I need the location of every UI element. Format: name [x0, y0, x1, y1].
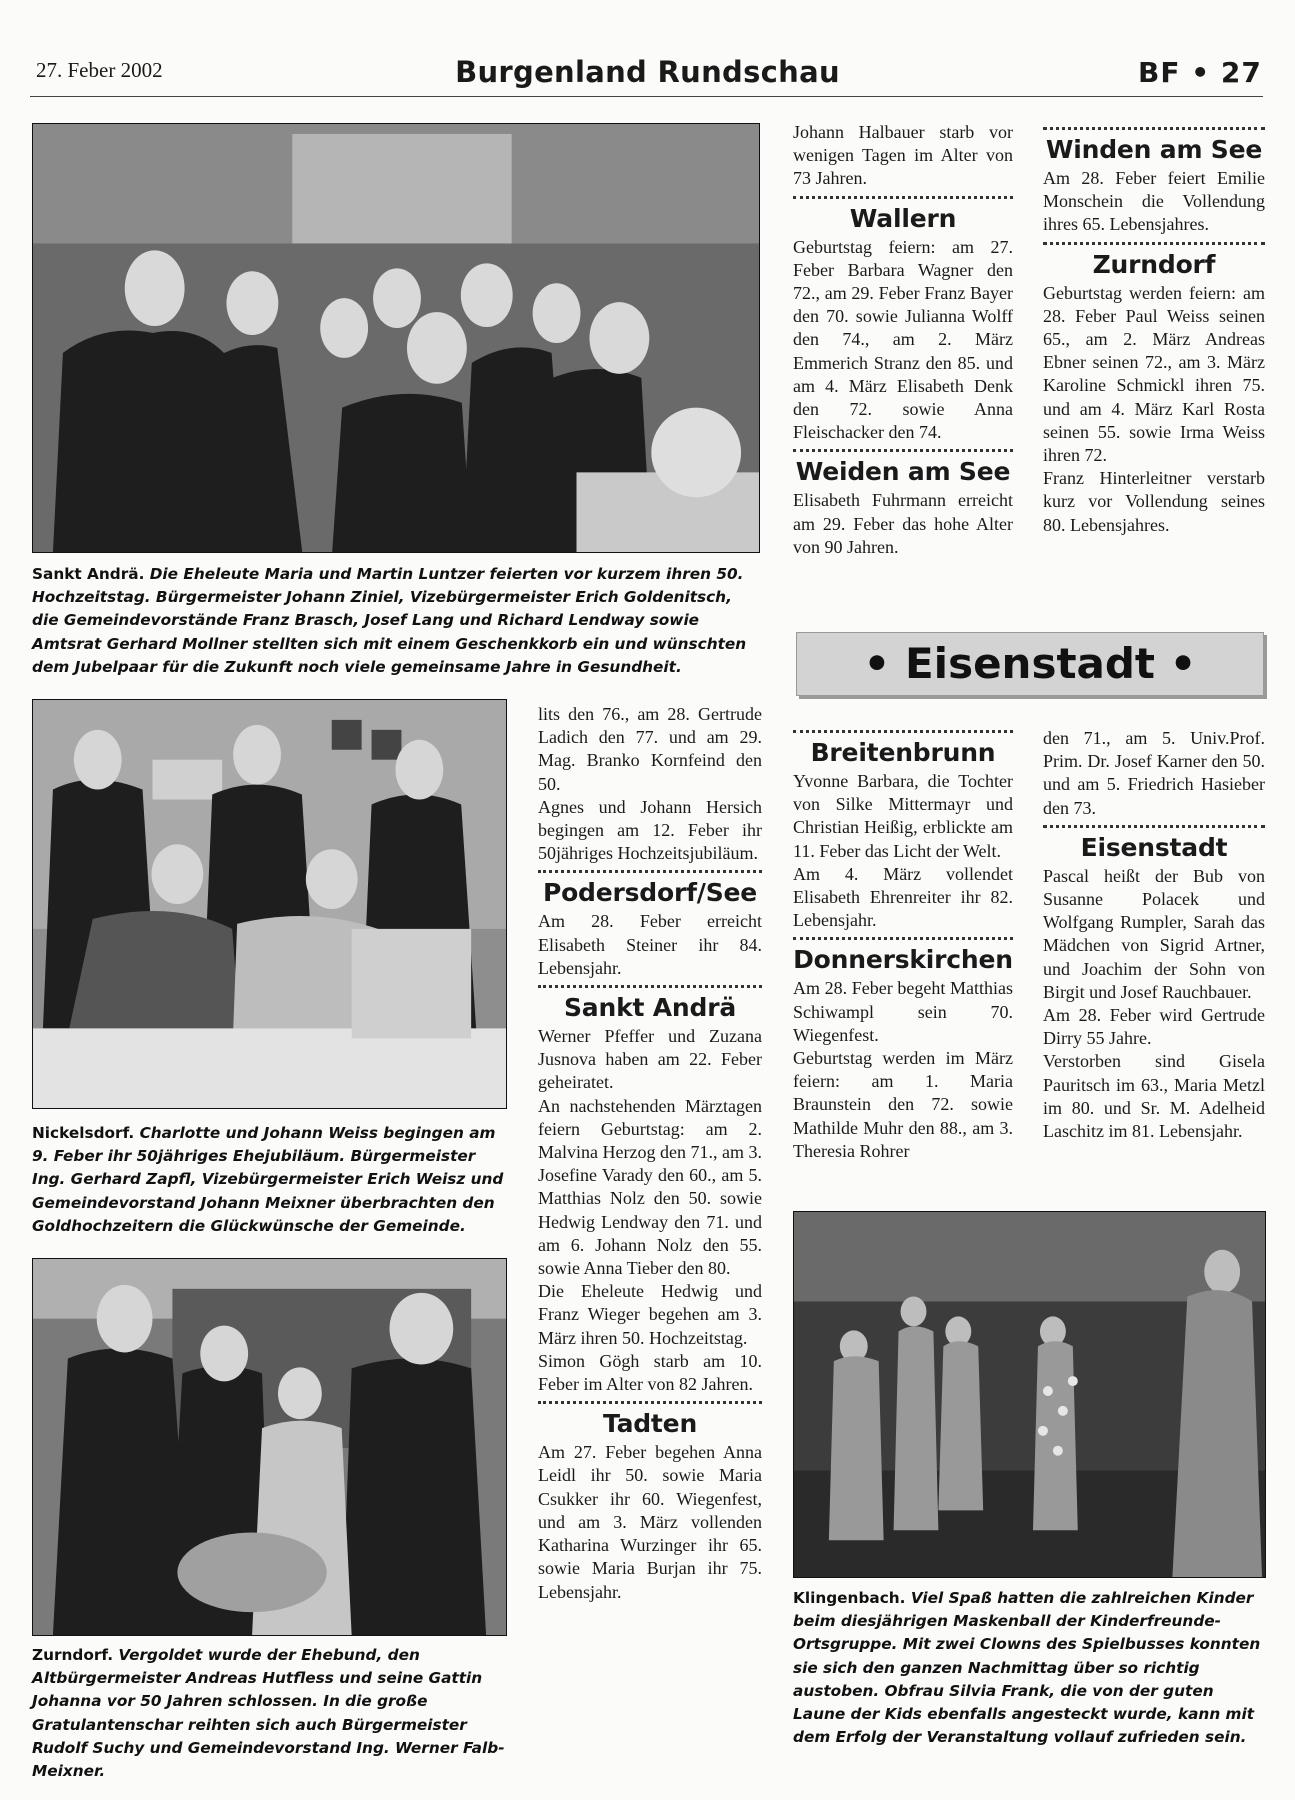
- article-text: Am 28. Feber begeht Matthias Schiwampl sein 70. Wiegenfest.: [793, 978, 1013, 1045]
- heading-tadten: Tadten: [602, 1409, 698, 1439]
- article-text: Geburtstag werden feiern: am 28. Feber Paul Weiss seinen 65., am 2. März Andreas Ebner seinen 72., am 3. März Karoline Schmickl ihren 75. und am 4. März Karl Rosta seinen 55. sowie Irma Weiss ihren 72.: [1043, 282, 1265, 466]
- column-middle: [538, 703, 762, 1604]
- article-text: Simon Gögh starb am 10. Feber im Alter von 82 Jahren.: [538, 1350, 762, 1395]
- header-rule: [30, 96, 1263, 97]
- article-text: Am 28. Feber feiert Emilie Monschein die Vollendung ihres 65. Lebensjahres.: [1043, 168, 1265, 235]
- article-text: den 71., am 5. Univ.Prof. Prim. Dr. Josef Karner den 50. und am 5. Friedrich Hasieber den 73.: [1043, 728, 1265, 818]
- section-banner-eisenstadt: • Eisenstadt •: [796, 632, 1264, 696]
- heading-sankt-andrae: Sankt Andrä: [564, 993, 736, 1023]
- article-text: Die Eheleute Hedwig und Franz Wieger begehen am 3. März ihren 50. Hochzeitstag.: [538, 1281, 762, 1348]
- caption-text: Viel Spaß hatten die zahlreichen Kinder beim diesjährigen Maskenball der Kinderfreunde-Ortsgruppe. Mit zwei Clowns des Spielbusses konnten sie sich den ganzen Nachmittag über so richtig austoben. Obfrau Silvia Frank, die von der guten Laune der Kids ebenfalls angesteckt wurde, kann mit dem Erfolg der Veranstaltung vollauf zufrieden sein.: [793, 1589, 1261, 1747]
- heading-winden: Winden am See: [1045, 135, 1263, 164]
- caption-place: Nickelsdorf.: [32, 1124, 135, 1142]
- article-text: Geburtstag feiern: am 27. Feber Barbara Wagner den 72., am 29. Feber Franz Bayer den 70. sowie Julianna Wolff den 74., am 2. März Emmerich Stranz den 85. und am 4. März Elisabeth Denk den 72. sowie Anna Fleischacker den 74.: [793, 236, 1013, 443]
- article-text: Yvonne Barbara, die Tochter von Silke Mittermayr und Christian Heißig, erblickte am 11. Feber das Licht der Welt.: [793, 771, 1013, 861]
- column-right-2: [1043, 121, 1265, 537]
- heading-zurndorf: Zurndorf: [1092, 249, 1216, 279]
- dotted-divider: [793, 449, 1013, 452]
- caption-sankt-andrae: [32, 563, 762, 679]
- dotted-divider: [1043, 242, 1265, 245]
- heading-breitenbrunn: Breitenbrunn: [810, 738, 996, 767]
- caption-place: Sankt Andrä.: [32, 565, 145, 583]
- article-text: Pascal heißt der Bub von Susanne Polacek und Wolfgang Rumpler, Sarah das Mädchen von Sigrid Artner, und Joachim der Sohn von Birgit und Josef Rauchbauer.: [1043, 865, 1265, 1002]
- article-text: Am 28. Feber erreicht Elisabeth Steiner ihr 84. Lebensjahr.: [538, 911, 762, 978]
- heading-podersdorf: Podersdorf/See: [542, 878, 758, 908]
- heading-eisenstadt: Eisenstadt: [1080, 832, 1228, 862]
- caption-place: Klingenbach.: [793, 1589, 906, 1607]
- article-text: Johann Halbauer starb vor wenigen Tagen im Alter von 73 Jahren.: [793, 122, 1013, 189]
- article-text: Agnes und Johann Hersich begingen am 12. Feber ihr 50jähriges Hochzeitsjubiläum.: [538, 796, 762, 864]
- article-text: lits den 76., am 28. Gertrude Ladich den 77. und am 29. Mag. Branko Kornfeind den 50.: [538, 704, 762, 794]
- heading-weiden: Weiden am See: [795, 457, 1011, 487]
- issue-date: 27. Feber 2002: [36, 58, 163, 82]
- heading-donnerskirchen: Donnerskirchen: [793, 945, 1013, 975]
- article-text: Am 27. Feber begehen Anna Leidl ihr 50. sowie Maria Csukker ihr 60. Wiegenfest, und am 3. März vollenden Katharina Wurzinger ihr 65. sowie Maria Burjan ihr 75. Lebensjahr.: [538, 1442, 762, 1602]
- article-text: Franz Hinterleitner verstarb kurz vor Vollendung seines 80. Lebensjahres.: [1043, 468, 1265, 535]
- caption-text: Vergoldet wurde der Ehebund, den Altbürgermeister Andreas Hutfless und seine Gattin Johanna vor 50 Jahren schlossen. In die große Gratulantenschar reihten sich auch Bürgermeister Rudolf Suchy und Gemeindevorstand Ing. Werner Falb-Meixner.: [32, 1646, 505, 1781]
- article-text: Geburtstag werden im März feiern: am 1. Maria Braunstein den 72. sowie Mathilde Muhr den 88., am 3. Theresia Rohrer: [793, 1048, 1013, 1161]
- dotted-divider: [538, 1401, 762, 1404]
- article-text: Verstorben sind Gisela Pauritsch im 63., Maria Metzl im 80. und Sr. M. Adelheid Laschitz im 81. Lebensjahr.: [1043, 1051, 1265, 1142]
- article-text: Werner Pfeffer und Zuzana Jusnova haben am 22. Feber geheiratet.: [538, 1026, 762, 1093]
- dotted-divider: [793, 730, 1013, 733]
- dotted-divider: [793, 937, 1013, 940]
- article-text: An nachstehenden Märztagen feiern Geburtstag: am 2. Malvina Herzog den 71., am 3. Josefine Varady den 60., am 5. Matthias Nolz den 50. sowie Hedwig Lendway den 71. und am 6. Johann Nolz den 55. sowie Anna Tieber den 80.: [538, 1095, 762, 1279]
- photo-sankt-andrae: [32, 123, 760, 553]
- dotted-divider: [793, 196, 1013, 199]
- photo-klingenbach: [793, 1211, 1266, 1578]
- article-text: Elisabeth Fuhrmann erreicht am 29. Feber das hohe Alter von 90 Jahren.: [793, 490, 1013, 557]
- caption-zurndorf: [32, 1644, 510, 1783]
- column-eisenstadt-2: [1043, 727, 1265, 1143]
- article-text: Am 4. März vollendet Elisabeth Ehrenreiter ihr 82. Lebensjahr.: [793, 863, 1013, 931]
- column-right-1: [793, 121, 1013, 559]
- caption-text: Charlotte und Johann Weiss begingen am 9. Feber ihr 50jähriges Ehejubiläum. Bürgermeister Ing. Gerhard Zapfl, Vizebürgermeister Erich Weisz und Gemeindevorstand Johann Meixner überbrachten den Goldhochzeitern die Glückwünsche der Gemeinde.: [32, 1124, 504, 1235]
- newspaper-title: Burgenland Rundschau: [455, 55, 840, 89]
- dotted-divider: [538, 985, 762, 988]
- article-text: Am 28. Feber wird Gertrude Dirry 55 Jahre.: [1043, 1005, 1265, 1049]
- photo-zurndorf: [32, 1258, 507, 1636]
- page-number: BF • 27: [1138, 56, 1262, 89]
- caption-place: Zurndorf.: [32, 1646, 114, 1664]
- caption-nickelsdorf: [32, 1122, 510, 1238]
- dotted-divider: [538, 870, 762, 873]
- dotted-divider: [1043, 127, 1265, 130]
- caption-klingenbach: [793, 1587, 1265, 1749]
- caption-text: Die Eheleute Maria und Martin Luntzer feierten vor kurzem ihren 50. Hochzeitstag. Bürgermeister Johann Ziniel, Vizebürgermeister Erich Goldenitsch, die Gemeindevorstände Franz Brasch, Josef Lang und Richard Lendway sowie Amtsrat Gerhard Mollner stellten sich mit einem Geschenkkorb ein und wünschten dem Jubelpaar für die Zukunft noch viele gemeinsame Jahre in Gesundheit.: [32, 565, 747, 676]
- photo-nickelsdorf: [32, 699, 507, 1109]
- column-eisenstadt-1: [793, 725, 1013, 1163]
- heading-wallern: Wallern: [849, 203, 957, 233]
- dotted-divider: [1043, 825, 1265, 828]
